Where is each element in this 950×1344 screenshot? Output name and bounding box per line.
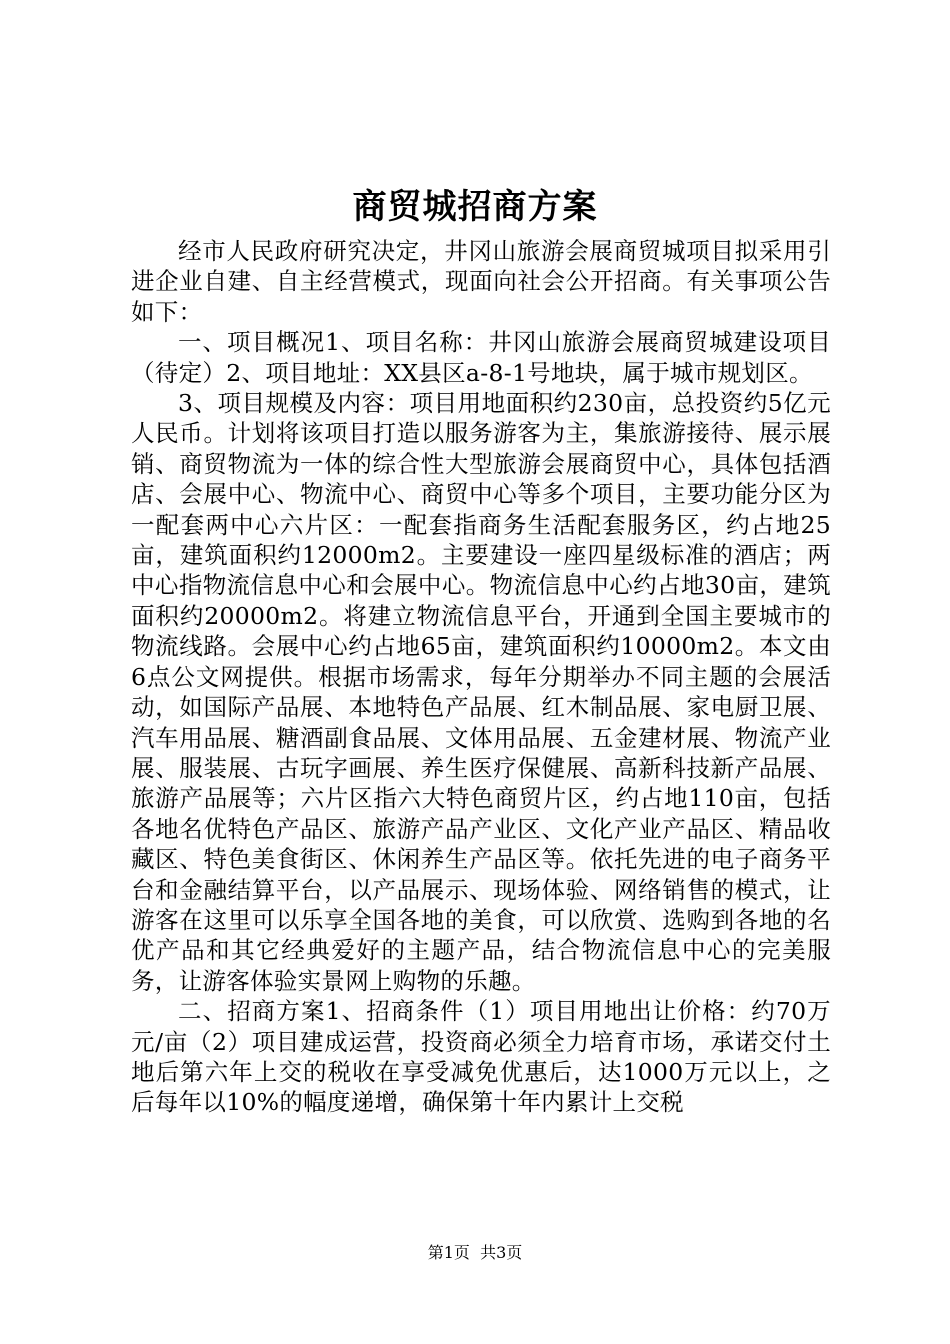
paragraph-project-scale: 3、项目规模及内容：项目用地面积约230亩，总投资约5亿元人民币。计划将该项目打造以服务游客为主，集旅游接待、展示展销、商贸物流为一体的综合性大型旅游会展商贸中心，具体包括酒店、会展中心、物流中心、商贸中心等多个项目，主要功能分区为一配套两中心六片区：一配套指商务生活配套服务区，约占地25亩，建筑面积约12000m2。主要建设一座四星级标准的酒店；两中心指物流信息中心和会展中心。物流信息中心约占地30亩，建筑面积约20000m2。将建立物流信息平台，开通到全国主要城市的物流线路。会展中心约占地65亩，建筑面积约10000m2。本文由6点公文网提供。根据市场需求，每年分期举办不同主题的会展活动，如国际产品展、本地特色产品展、红木制品展、家电厨卫展、汽车用品展、糖酒副食品展、文体用品展、五金建材展、物流产业展、服装展、古玩字画展、养生医疗保健展、高新科技新产品展、旅游产品展等；六片区指六大特色商贸片区，约占地110亩，包括各地名优特色产品区、旅游产品产业区、文化产业产品区、精品收藏区、特色美食街区、休闲养生产品区等。依托先进的电子商务平台和金融结算平台，以产品展示、现场体验、网络销售的模式，让游客在这里可以乐享全国各地的美食，可以欣赏、选购到各地的名优产品和其它经典爱好的主题产品，结合物流信息中心的完美服务，让游客体验实景网上购物的乐趣。 (131, 389, 831, 995)
page-footer (0, 1242, 950, 1264)
paragraph-investment-plan: 二、招商方案1、招商条件（1）项目用地出让价格：约70万元/亩（2）项目建成运营，投资商必须全力培育市场，承诺交付土地后第六年上交的税收在享受减免优惠后，达1000万元以上，之后每年以10%的幅度递增，确保第十年内累计上交税 (131, 997, 831, 1117)
document-title: 商贸城招商方案 (352, 187, 598, 227)
paragraph-intro: 经市人民政府研究决定，井冈山旅游会展商贸城项目拟采用引进企业自建、自主经营模式，现面向社会公开招商。有关事项公告如下： (131, 237, 831, 326)
page-number: 第1页 共3页 (427, 1243, 523, 1262)
paragraph-project-overview: 一、项目概况1、项目名称：井冈山旅游会展商贸城建设项目（待定）2、项目地址：XX县区a-8-1号地块，属于城市规划区。 (131, 328, 831, 387)
document-body (131, 236, 831, 1118)
